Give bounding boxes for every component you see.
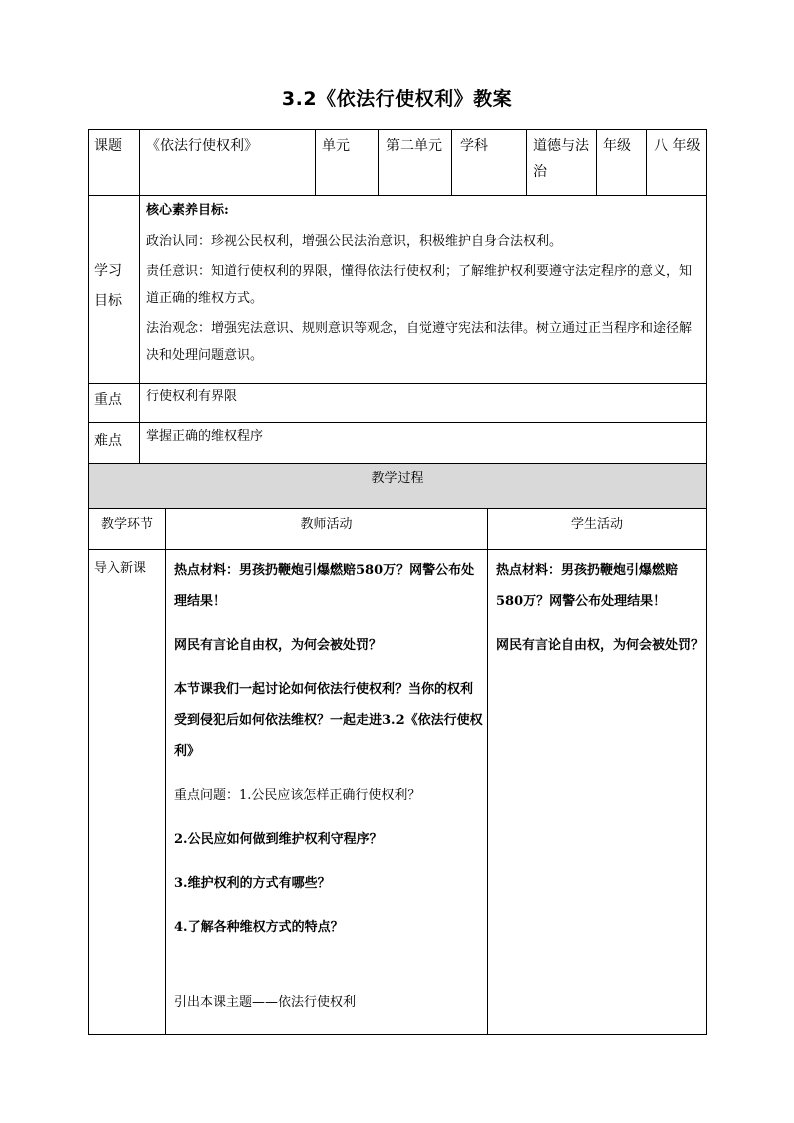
process-heading: 教学过程 xyxy=(371,471,424,486)
teacher-line: 重点问题：1.公民应该怎样正确行使权利？ xyxy=(174,788,421,803)
table-rule xyxy=(315,129,316,195)
key-point-value: 行使权利有界限 xyxy=(146,389,238,404)
teacher-line: 本节课我们一起讨论如何依法行使权利？当你的权利受到侵犯后如何依法维权？一起走进3.2《依法行使权利》 xyxy=(174,682,483,759)
objective-item: 政治认同：珍视公民权利，增强公民法治意识，积极维护自身合法权利。 xyxy=(146,234,563,249)
student-activity xyxy=(496,555,704,661)
table-border-bottom xyxy=(88,1034,707,1035)
table-border-right xyxy=(706,129,707,1035)
objectives-content xyxy=(146,200,704,369)
table-border-left xyxy=(88,129,89,1035)
teacher-line: 2.公民应如何做到维护权利守程序？ xyxy=(174,832,383,847)
col-student-header: 学生活动 xyxy=(570,517,623,532)
table-rule xyxy=(165,508,166,1034)
objective-item: 责任意识：知道行使权利的界限，懂得依法行使权利；了解维护权利要遵守法定程序的意义，知道正确的维权方式。 xyxy=(146,264,693,306)
table-rule xyxy=(88,549,707,550)
teacher-activity xyxy=(174,555,484,1018)
table-rule xyxy=(487,508,488,1034)
teacher-line: 引出本课主题——依法行使权利 xyxy=(174,995,357,1010)
unit-label: 单元 xyxy=(322,138,350,154)
table-rule xyxy=(526,129,527,195)
table-rule xyxy=(88,508,707,509)
grade-value: 八 年级 xyxy=(654,138,701,154)
objectives-heading: 核心素养目标: xyxy=(146,203,229,218)
table-rule xyxy=(451,129,452,195)
subject-value: 道德与法治 xyxy=(533,138,589,180)
topic-value: 《依法行使权利》 xyxy=(146,138,258,154)
table-rule xyxy=(378,129,379,195)
student-line: 网民有言论自由权，为何会被处罚？ xyxy=(496,638,705,653)
objective-item: 法治观念：增强宪法意识、规则意识等观念，自觉遵守宪法和法律。树立通过正当程序和途径解决和处理问题意识。 xyxy=(146,321,693,363)
difficult-point-label: 难点 xyxy=(94,433,122,449)
teacher-line: 4.了解各种维权方式的特点？ xyxy=(174,920,344,935)
topic-label: 课题 xyxy=(94,138,122,154)
col-stage-header: 教学环节 xyxy=(100,517,153,532)
unit-value: 第二单元 xyxy=(386,138,442,154)
teacher-line: 网民有言论自由权，为何会被处罚？ xyxy=(174,638,383,653)
subject-label: 学科 xyxy=(460,138,488,154)
key-point-label: 重点 xyxy=(94,392,122,408)
student-line: 热点材料：男孩扔鞭炮引爆燃赔580万？网警公布处理结果！ xyxy=(496,563,679,609)
col-teacher-header: 教师活动 xyxy=(300,517,353,532)
objectives-label: 学习目标 xyxy=(94,263,122,309)
document-title: 3.2《依法行使权利》教案 xyxy=(281,88,513,110)
teacher-line: 3.维护权利的方式有哪些？ xyxy=(174,876,331,891)
teacher-line: 热点材料：男孩扔鞭炮引爆燃赔580万？网警公布处理结果！ xyxy=(174,563,475,609)
table-border-top xyxy=(88,129,707,130)
table-rule xyxy=(139,129,140,463)
table-rule xyxy=(88,195,707,196)
grade-label: 年级 xyxy=(603,138,631,154)
stage-name: 导入新课 xyxy=(94,561,147,576)
table-rule xyxy=(88,463,707,464)
table-rule xyxy=(596,129,597,195)
difficult-point-value: 掌握正确的维权程序 xyxy=(146,429,264,444)
table-rule xyxy=(646,129,647,195)
